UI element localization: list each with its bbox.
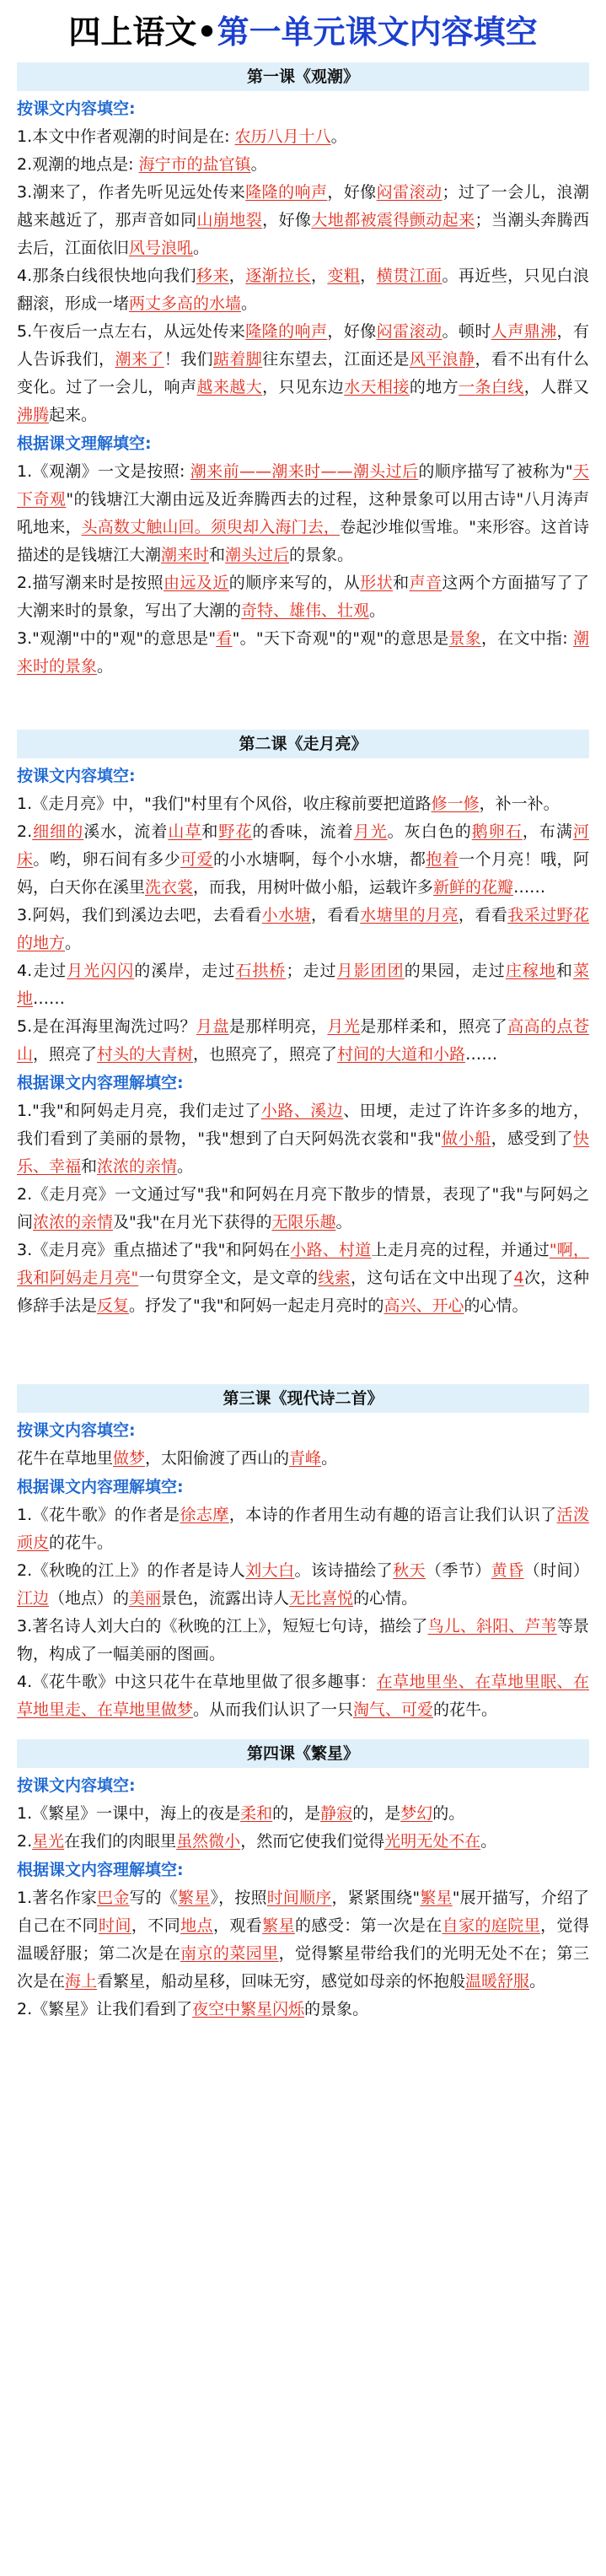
prompt-text: ，太阳偷渡了西山的 xyxy=(145,1449,290,1468)
prompt-text: ，人群又 xyxy=(523,378,589,396)
prompt-text: 2. xyxy=(17,1832,33,1851)
prompt-text: 1."我"和阿妈走月亮，我们走过了 xyxy=(17,1102,261,1120)
prompt-text: （季节） xyxy=(426,1561,491,1580)
fill-item xyxy=(17,1613,589,1668)
prompt-text: 等景物，构成了一幅美丽的图画。 xyxy=(17,1617,589,1663)
answer-text: 海上 xyxy=(65,1972,98,1991)
answer-text: 虽然微小 xyxy=(176,1832,241,1851)
answer-text: 水塘里的月亮 xyxy=(360,906,459,924)
prompt-text: 。 xyxy=(321,1449,338,1468)
answer-text: 变粗 xyxy=(327,267,361,285)
prompt-text: ，而我，用树叶做小船，运载许多 xyxy=(193,878,434,897)
answer-text: 潮来了 xyxy=(115,350,164,369)
fill-item xyxy=(17,151,589,179)
answer-text: 鸟儿、斜阳、芦苇 xyxy=(427,1617,557,1636)
answer-text: 月光 xyxy=(353,822,388,841)
answer-text: 星光 xyxy=(32,1832,65,1851)
fill-item xyxy=(17,262,589,318)
prompt-text: 3."观潮"中的"观"的意思是" xyxy=(17,629,217,648)
prompt-text: 次，这种修辞手法是 xyxy=(17,1269,589,1315)
prompt-text: 的地方 xyxy=(409,378,459,396)
prompt-text: 和 xyxy=(201,822,219,841)
answer-text: 月光 xyxy=(327,1017,361,1036)
fill-item xyxy=(17,1237,589,1320)
prompt-text: 。 xyxy=(177,1157,194,1176)
answer-text: 浓浓的亲情 xyxy=(33,1213,114,1231)
worksheet xyxy=(17,0,589,2024)
answer-text: 水天相接 xyxy=(344,378,410,396)
fill-item xyxy=(17,1445,589,1473)
page-title xyxy=(17,7,589,57)
prompt-text: 。 xyxy=(369,601,386,620)
prompt-text: 2.《走月亮》一文通过写"我"和阿妈在月亮下散步的情景，表现了"我"与阿妈之间 xyxy=(17,1185,589,1231)
answer-text: 我采过野花的地方 xyxy=(17,906,589,952)
answer-text: 河床 xyxy=(17,822,589,869)
prompt-text: 。 xyxy=(241,294,258,313)
prompt-text: 一个月亮！哦，阿妈，白天你在溪里 xyxy=(17,850,589,897)
answer-text: 南京的菜园里 xyxy=(180,1944,279,1963)
answer-text: 头高数丈触山回。须臾却入海门去， xyxy=(81,518,340,536)
prompt-text: ；过了一会儿，浪潮越来越近了，那声音如同 xyxy=(17,183,589,229)
fill-item xyxy=(17,625,589,681)
answer-text: 刘大白 xyxy=(245,1561,295,1580)
answer-text: 越来越大 xyxy=(196,378,263,396)
prompt-text: 2.描写潮来时是按照 xyxy=(17,574,164,592)
prompt-text: ，观看 xyxy=(212,1916,263,1935)
prompt-text: 。 xyxy=(193,239,210,257)
section-heading: 按课文内容填空: xyxy=(17,100,136,118)
fill-item xyxy=(17,318,589,429)
answer-text: 闷雷滚动 xyxy=(376,183,442,202)
prompt-text: ，不同 xyxy=(131,1916,181,1935)
prompt-text: 花牛在草地里 xyxy=(17,1449,114,1468)
prompt-text: 4.那条白线很快地向我们 xyxy=(17,267,196,285)
answer-text: 浓浓的亲情 xyxy=(97,1157,178,1176)
answer-text: 逐渐拉长 xyxy=(245,267,311,285)
answer-text: 新鲜的花瓣 xyxy=(433,878,514,897)
fill-item xyxy=(17,818,589,902)
section-heading: 根据课文内容理解填空: xyxy=(17,1478,184,1496)
fill-item xyxy=(17,1828,589,1856)
answer-text: 可爱 xyxy=(180,850,213,869)
prompt-text: ！我们 xyxy=(164,350,213,369)
prompt-text: …… xyxy=(33,989,66,1008)
answer-text: 抱着 xyxy=(426,850,459,869)
answer-text: 快乐、幸福 xyxy=(17,1129,589,1176)
fill-item xyxy=(17,957,589,1013)
answer-text: 踮着脚 xyxy=(212,350,263,369)
prompt-text: 的感受：第一次是在 xyxy=(295,1916,442,1935)
prompt-text: 和 xyxy=(209,546,226,564)
prompt-text: ，布满 xyxy=(522,822,573,841)
answer-text: 繁星 xyxy=(420,1889,453,1907)
prompt-text: 的，是 xyxy=(272,1804,321,1823)
prompt-text: ，然而它使我们觉得 xyxy=(240,1832,385,1851)
answer-text: 活泼顽皮 xyxy=(17,1506,589,1552)
answer-text: 潮来前——潮来时——潮头过后 xyxy=(190,462,419,481)
answer-text: 天下奇观 xyxy=(17,462,589,509)
answer-text: 繁星 xyxy=(178,1889,211,1907)
prompt-text: ，觉得繁星带给我们的光明无处不在；第三次是在 xyxy=(17,1944,589,1991)
prompt-text: …… xyxy=(465,1045,498,1064)
answer-text: 温暖舒服 xyxy=(465,1972,530,1991)
answer-text: 在草地里坐、在草地里眠、在草地里走、在草地里做梦 xyxy=(17,1673,589,1719)
answer-text: 由远及近 xyxy=(164,574,229,592)
answer-text: 洗衣裳 xyxy=(145,878,194,897)
section-heading: 根据课文理解填空: xyxy=(17,434,152,453)
prompt-text: 的心情。 xyxy=(353,1589,418,1608)
prompt-text: ；走过 xyxy=(286,962,337,980)
answer-text: 风平浪静 xyxy=(409,350,475,369)
answer-text: 潮来时 xyxy=(161,546,210,564)
prompt-text: 。 xyxy=(335,1213,352,1231)
prompt-text: 2.观潮的地点是: xyxy=(17,155,139,174)
prompt-text: 的，是 xyxy=(352,1804,401,1823)
answer-text: 做梦 xyxy=(113,1449,146,1468)
section-heading: 按课文内容填空: xyxy=(17,767,136,785)
answer-text: 山崩地裂 xyxy=(196,211,263,229)
prompt-text: 。顿时 xyxy=(442,322,491,341)
prompt-text: 。抒发了"我"和阿妈一起走月亮时的 xyxy=(129,1296,384,1315)
prompt-text: ，看不出有什么变化。过了一会儿，响声 xyxy=(17,350,589,396)
prompt-text: ，照亮了 xyxy=(33,1045,98,1064)
prompt-text: 是那样明亮， xyxy=(228,1017,328,1036)
prompt-text: 溪水，流着 xyxy=(83,822,169,841)
fill-item xyxy=(17,1013,589,1069)
answer-text: 鹅卵石 xyxy=(471,822,523,841)
answer-text: 村头的大青树 xyxy=(97,1045,194,1064)
prompt-text: 在我们的肉眼里 xyxy=(64,1832,177,1851)
spacer xyxy=(17,1724,589,1734)
prompt-text: 卷起沙堆似雪堆。"来形容。这首诗描述的是钱塘江大潮 xyxy=(17,518,589,564)
fill-item xyxy=(17,1800,589,1828)
prompt-text: 及"我"在月光下获得的 xyxy=(113,1213,272,1231)
prompt-text: 。 xyxy=(480,1832,497,1851)
answer-text: 巴金 xyxy=(97,1889,130,1907)
prompt-text: 2.《秋晚的江上》的作者是诗人 xyxy=(17,1561,246,1580)
answer-text: 潮头过后 xyxy=(225,546,290,564)
answer-text: 做小船 xyxy=(441,1129,491,1148)
answer-text: 石拱桥 xyxy=(235,962,287,980)
answer-text: 景象 xyxy=(448,629,481,648)
prompt-text: 往东望去，江面还是 xyxy=(262,350,410,369)
answer-text: 一条白线 xyxy=(459,378,524,396)
prompt-text: 》，按照 xyxy=(210,1889,267,1907)
prompt-text: …… xyxy=(513,878,546,897)
answer-text: 静寂 xyxy=(320,1804,353,1823)
prompt-text: 3.阿妈，我们到溪边去吧，去看看 xyxy=(17,906,262,924)
prompt-text: ，看看 xyxy=(310,906,361,924)
prompt-text: 1.著名作家 xyxy=(17,1889,98,1907)
answer-text: 徐志摩 xyxy=(180,1506,229,1524)
section-heading: 根据课文内容理解填空: xyxy=(17,1074,184,1092)
prompt-text: ，这句话在文中出现了 xyxy=(351,1269,514,1287)
section-heading: 按课文内容填空: xyxy=(17,1776,136,1795)
answer-text: 黄昏 xyxy=(491,1561,524,1580)
answer-text: 月影团团 xyxy=(336,962,405,980)
prompt-text: 的小水塘啊，每个小水塘，都 xyxy=(212,850,426,869)
prompt-text: 2.《繁星》让我们看到了 xyxy=(17,2000,193,2018)
spacer xyxy=(17,1320,589,1379)
answer-text: 山草 xyxy=(168,822,202,841)
answer-text: 时间顺序 xyxy=(266,1889,332,1907)
prompt-text: 写的《 xyxy=(129,1889,179,1907)
prompt-text: 。 xyxy=(529,1972,546,1991)
answer-text: 看 xyxy=(216,629,233,648)
answer-text: "啊，我和阿妈走月亮" xyxy=(17,1241,589,1287)
answer-text: 隆隆的响声 xyxy=(245,183,328,202)
prompt-text: 的花牛。 xyxy=(433,1700,498,1719)
fill-item xyxy=(17,569,589,625)
prompt-text: ， xyxy=(228,267,246,285)
prompt-text: 景色，流露出诗人 xyxy=(161,1589,290,1608)
answer-text: 形状 xyxy=(360,574,394,592)
fill-item xyxy=(17,1996,589,2024)
prompt-text: 的花牛。 xyxy=(49,1533,114,1552)
prompt-text: 的香味，流着 xyxy=(252,822,354,841)
prompt-text: ，有人告诉我们， xyxy=(17,322,589,369)
prompt-text: ，好像 xyxy=(327,322,377,341)
prompt-text: 和 xyxy=(393,574,410,592)
prompt-text: ，觉得温暖舒服；第二次是在 xyxy=(17,1916,589,1963)
fill-item xyxy=(17,458,589,569)
prompt-text: 。从而我们认识了一只 xyxy=(193,1700,354,1719)
answer-text: 线索 xyxy=(318,1269,351,1287)
prompt-text: 的顺序描写了被称为" xyxy=(418,462,573,481)
answer-text: 无限乐趣 xyxy=(271,1213,336,1231)
prompt-text: 的溪岸，走过 xyxy=(134,962,236,980)
prompt-text: 起来。 xyxy=(49,406,98,424)
answer-text: 修一修 xyxy=(431,795,480,813)
answer-text: 夜空中繁星闪烁 xyxy=(192,2000,305,2018)
prompt-text: ，也照亮了，照亮了 xyxy=(193,1045,338,1064)
answer-text: 淘气、可爱 xyxy=(353,1700,434,1719)
title-unit: 第一单元课文内容填空 xyxy=(217,13,538,51)
answer-text: 柔和 xyxy=(240,1804,273,1823)
prompt-text: 3.潮来了，作者先听见远处传来 xyxy=(17,183,246,202)
prompt-text: 的。 xyxy=(432,1804,465,1823)
prompt-text: 的心情。 xyxy=(464,1296,528,1315)
answer-text: 月盘 xyxy=(196,1017,229,1036)
prompt-text: 3.《走月亮》重点描述了"我"和阿妈在 xyxy=(17,1241,291,1259)
prompt-text: 的景象。 xyxy=(289,546,354,564)
prompt-text: ， xyxy=(360,267,377,285)
prompt-text: 。再近些，只见白浪翻滚，形成一堵 xyxy=(17,267,589,313)
fill-item xyxy=(17,179,589,262)
prompt-text: （地点）的 xyxy=(49,1589,130,1608)
prompt-text: 是那样柔和，照亮了 xyxy=(360,1017,508,1036)
prompt-text: ，好像 xyxy=(327,183,377,202)
spacer xyxy=(17,681,589,725)
answer-text: 风号浪吼 xyxy=(129,239,194,257)
answer-text: 大地都被震得颤动起来 xyxy=(311,211,475,229)
prompt-text: 4.《花牛歌》中这只花牛在草地里做了很多趣事： xyxy=(17,1673,377,1691)
section-heading: 根据课文内容理解填空: xyxy=(17,1861,184,1879)
answer-text: 繁星 xyxy=(262,1916,295,1935)
answer-text: 闷雷滚动 xyxy=(376,322,442,341)
prompt-text: 。 xyxy=(250,155,267,174)
answer-text: 菜地 xyxy=(17,962,589,1008)
prompt-text: 、田埂，走过了许许多多的地方，我们看到了美丽的景物，"我"想到了白天阿妈洗衣裳和"我" xyxy=(17,1102,589,1148)
prompt-text: 。灰白色的 xyxy=(387,822,472,841)
answer-text: 横贯江面 xyxy=(376,267,442,285)
lesson-1-heading: 第一课《观潮》 xyxy=(17,62,589,91)
answer-text: 沸腾 xyxy=(17,406,50,424)
fill-item xyxy=(17,902,589,957)
answer-text: 时间 xyxy=(99,1916,131,1935)
prompt-text: ， xyxy=(310,267,328,285)
lesson-4-heading: 第四课《繁星》 xyxy=(17,1739,589,1768)
prompt-text: 的果园，走过 xyxy=(404,962,506,980)
prompt-text: 1.《走月亮》中，"我们"村里有个风俗，收庄稼前要把道路 xyxy=(17,795,432,813)
prompt-text: ，好像 xyxy=(262,211,312,229)
answer-text: 高高的点苍山 xyxy=(17,1017,589,1064)
prompt-text: 1.《花牛歌》的作者是 xyxy=(17,1506,180,1524)
prompt-text: 3.著名诗人刘大白的《秋晚的江上》，短短七句诗，描绘了 xyxy=(17,1617,428,1636)
prompt-text: 。 xyxy=(97,657,114,676)
fill-item xyxy=(17,1181,589,1237)
prompt-text: （时间） xyxy=(523,1561,589,1580)
prompt-text: 一句贯穿全文，是文章的 xyxy=(138,1269,319,1287)
section-heading: 按课文内容填空: xyxy=(17,1421,136,1440)
answer-text: 光明无处不在 xyxy=(384,1832,481,1851)
lesson-2-heading: 第二课《走月亮》 xyxy=(17,730,589,758)
answer-text: 村间的大道和小路 xyxy=(337,1045,466,1064)
prompt-text: 上走月亮的过程，并通过 xyxy=(371,1241,550,1259)
prompt-text: ；当潮头奔腾西去后，江面依旧 xyxy=(17,211,589,257)
prompt-text: 4.走过 xyxy=(17,962,67,980)
prompt-text: "展开描写，介绍了自己在不同 xyxy=(17,1889,589,1935)
answer-text: 人声鼎沸 xyxy=(491,322,557,341)
fill-item xyxy=(17,1668,589,1724)
fill-item xyxy=(17,1501,589,1557)
prompt-text: 1.《观潮》一文是按照: xyxy=(17,462,190,481)
prompt-text: 的顺序来写的，从 xyxy=(228,574,361,592)
fill-item xyxy=(17,1557,589,1613)
prompt-text: 1.本文中作者观潮的时间是在: xyxy=(17,127,235,146)
answer-text: 自家的庭院里 xyxy=(442,1916,541,1935)
prompt-text: ，感受到了 xyxy=(491,1129,573,1148)
answer-text: 庄稼地 xyxy=(505,962,556,980)
answer-text: 移来 xyxy=(196,267,229,285)
answer-text: 青峰 xyxy=(289,1449,322,1468)
fill-item xyxy=(17,123,589,151)
answer-text: 小路、村道 xyxy=(290,1241,372,1259)
prompt-text: 2. xyxy=(17,822,33,841)
answer-text: 江边 xyxy=(17,1589,50,1608)
answer-text: 梦幻 xyxy=(400,1804,433,1823)
answer-text: 潮来时的景象 xyxy=(17,629,589,676)
fill-item xyxy=(17,1097,589,1181)
prompt-text: ，看看 xyxy=(458,906,508,924)
answer-text: 小路、溪边 xyxy=(260,1102,344,1120)
answer-text: 野花 xyxy=(218,822,253,841)
prompt-text: 5.是在洱海里淘洗过吗？ xyxy=(17,1017,196,1036)
fill-item xyxy=(17,1884,589,1996)
answer-text: 无比喜悦 xyxy=(289,1589,354,1608)
answer-text: 秋天 xyxy=(393,1561,426,1580)
answer-text: 细细的 xyxy=(32,822,84,841)
prompt-text: 。 xyxy=(330,127,347,146)
prompt-text: 5.午夜后一点左右，从远处传来 xyxy=(17,322,246,341)
prompt-text: ，补一补。 xyxy=(479,795,560,813)
fill-item xyxy=(17,790,589,818)
prompt-text: ，紧紧围绕" xyxy=(331,1889,421,1907)
prompt-text: "的钱塘江大潮由远及近奔腾西去的过程，这种景象可以用古诗"八月涛声吼地来， xyxy=(17,490,589,536)
lesson-3-heading: 第三课《现代诗二首》 xyxy=(17,1384,589,1413)
prompt-text: 1.《繁星》一课中，海上的夜是 xyxy=(17,1804,241,1823)
prompt-text: 。哟，卵石间有多少 xyxy=(33,850,181,869)
answer-text: 地点 xyxy=(180,1916,213,1935)
prompt-text: 和 xyxy=(81,1157,98,1176)
answer-text: 两丈多高的水墙 xyxy=(129,294,242,313)
answer-text: 隆隆的响声 xyxy=(245,322,328,341)
prompt-text: 。 xyxy=(65,934,82,952)
answer-text: 月光闪闪 xyxy=(67,962,135,980)
answer-text: 农历八月十八 xyxy=(234,127,331,146)
prompt-text: 的景象。 xyxy=(304,2000,369,2018)
prompt-text: 。该诗描绘了 xyxy=(294,1561,394,1580)
prompt-text: "。"天下奇观"的"观"的意思是 xyxy=(232,629,449,648)
prompt-text: 看繁星，船动星移，回味无穷，感觉如母亲的怀抱般 xyxy=(97,1972,466,1991)
answer-text: 高兴、开心 xyxy=(383,1296,464,1315)
answer-text: 小水塘 xyxy=(261,906,311,924)
prompt-text: ，本诗的作者用生动有趣的语言让我们认识了 xyxy=(228,1506,557,1524)
prompt-text: 这两个方面描写了了大潮来时的景象，写出了大潮的 xyxy=(17,574,589,620)
answer-text: 反复 xyxy=(97,1296,130,1315)
answer-text: 奇特、雄伟、壮观 xyxy=(241,601,370,620)
answer-text: 4 xyxy=(513,1269,524,1287)
answer-text: 声音 xyxy=(409,574,442,592)
answer-text: 美丽 xyxy=(129,1589,162,1608)
prompt-text: 和 xyxy=(555,962,573,980)
title-grade: 四上语文• xyxy=(68,13,217,51)
prompt-text: ，在文中指: xyxy=(480,629,573,648)
answer-text: 海宁市的盐官镇 xyxy=(138,155,251,174)
prompt-text: ，只见东边 xyxy=(262,378,345,396)
